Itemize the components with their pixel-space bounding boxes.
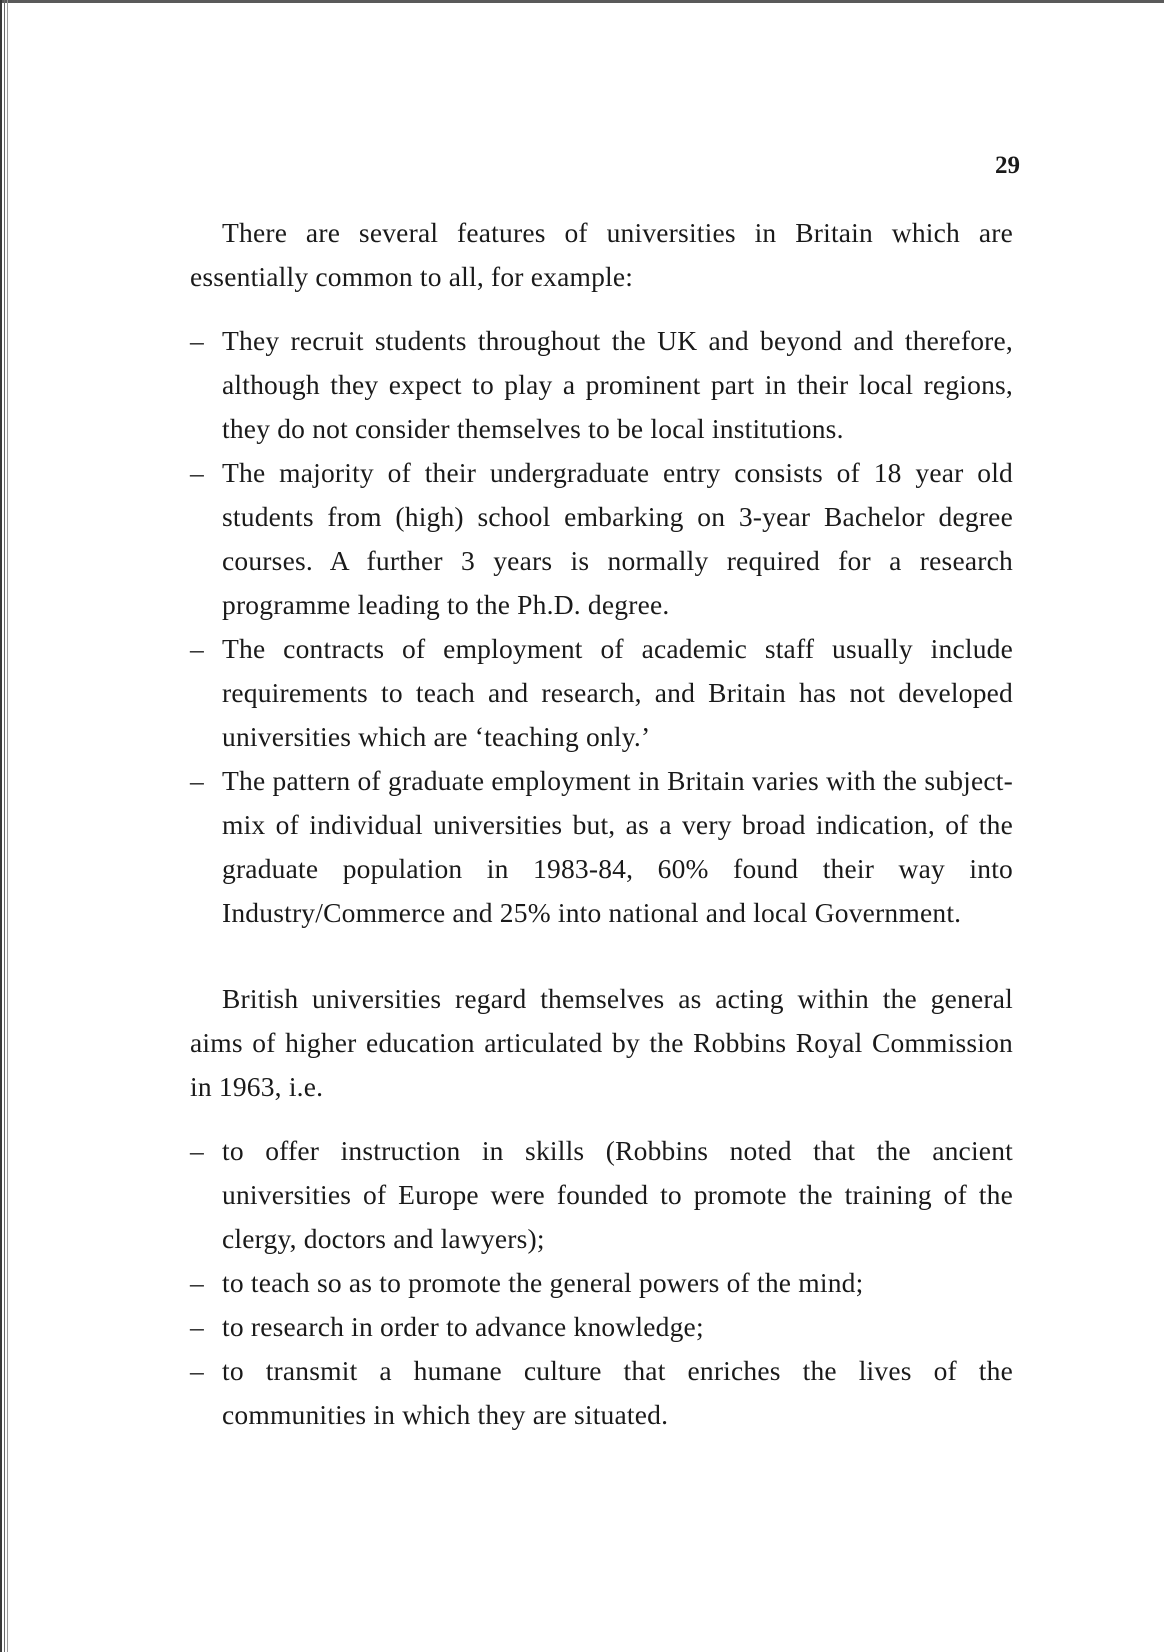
aim-text: to offer instruction in skills (Robbins noted that the ancient universities of Europe were founded to promote the training of the clergy, doctors and lawyers);	[222, 1135, 1013, 1254]
list-item	[190, 759, 1013, 935]
list-item	[190, 1129, 1013, 1261]
feature-text: The pattern of graduate employment in Britain varies with the subject-mix of individual universities but, as a very broad indication, of the graduate population in 1983-84, 60% found their way into Industry/Commerce and 25% into national and local Government.	[222, 765, 1013, 928]
aim-text: to teach so as to promote the general powers of the mind;	[222, 1267, 864, 1298]
dash-bullet: –	[190, 1267, 204, 1298]
dash-bullet: –	[190, 1311, 204, 1342]
list-item	[190, 1305, 1013, 1349]
robbins-paragraph: British universities regard themselves as acting within the general aims of higher education articulated by the Robbins Royal Commission in 1963, i.e.	[190, 983, 1013, 1102]
features-list	[190, 319, 1013, 935]
dash-bullet: –	[190, 325, 204, 356]
page-body	[190, 211, 1013, 1437]
list-item	[190, 319, 1013, 451]
list-item	[190, 451, 1013, 627]
dash-bullet: –	[190, 457, 204, 488]
dash-bullet: –	[190, 1135, 204, 1166]
list-item	[190, 1261, 1013, 1305]
feature-text: They recruit students throughout the UK and beyond and therefore, although they expect to play a prominent part in their local regions, they do not consider themselves to be local institutions.	[222, 325, 1013, 444]
page-number: 29	[995, 152, 1020, 179]
list-item	[190, 627, 1013, 759]
dash-bullet: –	[190, 633, 204, 664]
page-top-edge	[0, 0, 1164, 3]
dash-bullet: –	[190, 765, 204, 796]
aim-text: to transmit a humane culture that enriches the lives of the communities in which they are situated.	[222, 1355, 1013, 1430]
aims-list	[190, 1129, 1013, 1437]
aim-text: to research in order to advance knowledge;	[222, 1311, 704, 1342]
feature-text: The majority of their undergraduate entry consists of 18 year old students from (high) school embarking on 3-year Bachelor degree courses. A further 3 years is normally required for a research programme leading to the Ph.D. degree.	[222, 457, 1013, 620]
page-binding-edge	[0, 0, 8, 1652]
dash-bullet: –	[190, 1355, 204, 1386]
list-item	[190, 1349, 1013, 1437]
intro-paragraph: There are several features of universities in Britain which are essentially common to all, for example:	[190, 217, 1013, 292]
feature-text: The contracts of employment of academic staff usually include requirements to teach and research, and Britain has not developed universities which are ‘teaching only.’	[222, 633, 1013, 752]
